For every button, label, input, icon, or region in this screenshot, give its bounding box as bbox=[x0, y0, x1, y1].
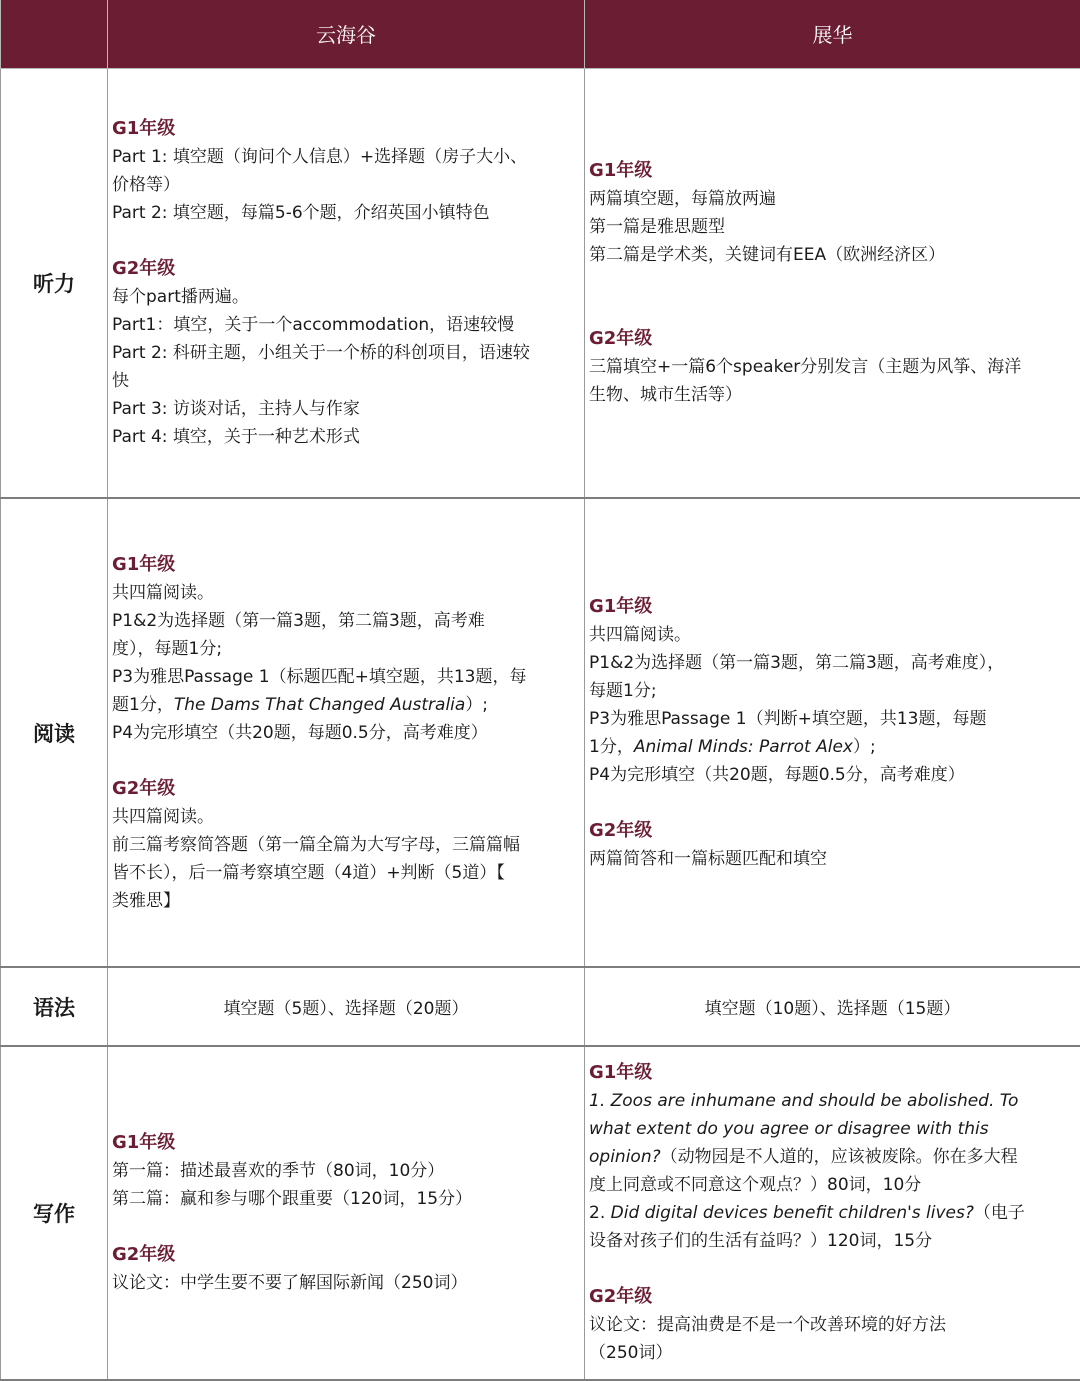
text-line: 第二篇是学术类，关键词有EEA（欧洲经济区） bbox=[589, 241, 1074, 269]
text-line: 价格等） bbox=[112, 171, 578, 199]
text-line: 设备对孩子们的生活有益吗？）120词，15分 bbox=[589, 1227, 1074, 1255]
grade-label: G1年级 bbox=[589, 157, 1074, 185]
text-line: 每题1分; bbox=[589, 677, 1074, 705]
text-line: 第一篇：描述最喜欢的季节（80词，10分） bbox=[112, 1157, 578, 1185]
text-line: 共四篇阅读。 bbox=[589, 621, 1074, 649]
listening-row bbox=[1, 68, 1080, 498]
grade-label: G2年级 bbox=[112, 1241, 578, 1269]
text-line: 三篇填空+一篇6个speaker分别发言（主题为风筝、海洋 bbox=[589, 353, 1074, 381]
text-fragment: 题1分， bbox=[112, 695, 174, 715]
grade-label: G2年级 bbox=[589, 1283, 1074, 1311]
reading-row bbox=[1, 498, 1080, 967]
row-label-listening: 听力 bbox=[1, 68, 108, 498]
text-line: Part 4: 填空，关于一种艺术形式 bbox=[112, 423, 578, 451]
text-line bbox=[589, 733, 1074, 761]
header-zhanhua: 展华 bbox=[585, 0, 1080, 68]
text-line: 类雅思】 bbox=[112, 887, 578, 915]
reading-zhanhua bbox=[585, 498, 1080, 967]
grade-label: G2年级 bbox=[112, 255, 578, 283]
text-fragment: 1分， bbox=[589, 737, 634, 757]
header-corner bbox=[1, 0, 108, 68]
text-line: 生物、城市生活等） bbox=[589, 381, 1074, 409]
text-line: P3为雅思Passage 1（标题匹配+填空题，共13题，每 bbox=[112, 663, 578, 691]
grammar-zhanhua: 填空题（10题）、选择题（15题） bbox=[585, 967, 1080, 1046]
grade-label: G1年级 bbox=[589, 593, 1074, 621]
text-line: 皆不长），后一篇考察填空题（4道）+判断（5道）【 bbox=[112, 859, 578, 887]
text-fragment: ）; bbox=[465, 695, 488, 715]
text-line: P4为完形填空（共20题，每题0.5分，高考难度） bbox=[112, 719, 578, 747]
row-label-writing: 写作 bbox=[1, 1046, 108, 1380]
text-line: Part1：填空，关于一个accommodation，语速较慢 bbox=[112, 311, 578, 339]
text-line: 快 bbox=[112, 367, 578, 395]
text-line: 两篇填空题，每篇放两遍 bbox=[589, 185, 1074, 213]
listening-yunhaigu bbox=[108, 68, 585, 498]
essay-prompt: 1. Zoos are inhumane and should be abolished. To bbox=[589, 1091, 1018, 1111]
row-label-reading: 阅读 bbox=[1, 498, 108, 967]
passage-title: The Dams That Changed Australia bbox=[174, 695, 465, 715]
text-fragment: 2. bbox=[589, 1203, 611, 1223]
text-line: P4为完形填空（共20题，每题0.5分，高考难度） bbox=[589, 761, 1074, 789]
header-yunhaigu: 云海谷 bbox=[108, 0, 585, 68]
text-line: 共四篇阅读。 bbox=[112, 803, 578, 831]
row-label-grammar: 语法 bbox=[1, 967, 108, 1046]
text-line: 共四篇阅读。 bbox=[112, 579, 578, 607]
essay-prompt: opinion? bbox=[589, 1147, 661, 1167]
grade-label: G2年级 bbox=[589, 325, 1074, 353]
essay-prompt: what extent do you agree or disagree with this bbox=[589, 1119, 989, 1139]
header-row bbox=[1, 0, 1080, 68]
text-line: （250词） bbox=[589, 1339, 1074, 1367]
text-fragment: ）; bbox=[853, 737, 876, 757]
writing-yunhaigu bbox=[108, 1046, 585, 1380]
text-line: Part 1: 填空题（询问个人信息）+选择题（房子大小、 bbox=[112, 143, 578, 171]
grammar-yunhaigu: 填空题（5题）、选择题（20题） bbox=[108, 967, 585, 1046]
text-line: 议论文：中学生要不要了解国际新闻（250词） bbox=[112, 1269, 578, 1297]
grammar-row bbox=[1, 967, 1080, 1046]
text-line bbox=[589, 1199, 1074, 1227]
grade-label: G1年级 bbox=[589, 1059, 1074, 1087]
writing-row bbox=[1, 1046, 1080, 1380]
text-line: Part 2: 科研主题，小组关于一个桥的科创项目，语速较 bbox=[112, 339, 578, 367]
text-line: 第二篇：赢和参与哪个跟重要（120词，15分） bbox=[112, 1185, 578, 1213]
grade-label: G1年级 bbox=[112, 115, 578, 143]
text-line: Part 3: 访谈对话，主持人与作家 bbox=[112, 395, 578, 423]
text-line bbox=[589, 1087, 1074, 1115]
grade-label: G2年级 bbox=[589, 817, 1074, 845]
grade-label: G1年级 bbox=[112, 551, 578, 579]
text-fragment: （动物园是不人道的，应该被废除。你在多大程 bbox=[661, 1147, 1018, 1167]
grade-label: G2年级 bbox=[112, 775, 578, 803]
text-line: 度），每题1分; bbox=[112, 635, 578, 663]
text-fragment: （电子 bbox=[974, 1203, 1025, 1223]
text-line: 议论文：提高油费是不是一个改善环境的好方法 bbox=[589, 1311, 1074, 1339]
text-line: 度上同意或不同意这个观点？）80词，10分 bbox=[589, 1171, 1074, 1199]
writing-zhanhua bbox=[585, 1046, 1080, 1380]
text-line bbox=[589, 1143, 1074, 1171]
text-line: 前三篇考察简答题（第一篇全篇为大写字母，三篇篇幅 bbox=[112, 831, 578, 859]
text-line: Part 2: 填空题，每篇5-6个题，介绍英国小镇特色 bbox=[112, 199, 578, 227]
text-line: P3为雅思Passage 1（判断+填空题，共13题，每题 bbox=[589, 705, 1074, 733]
text-line: 两篇简答和一篇标题匹配和填空 bbox=[589, 845, 1074, 873]
text-line: P1&2为选择题（第一篇3题，第二篇3题，高考难 bbox=[112, 607, 578, 635]
text-line bbox=[112, 691, 578, 719]
text-line bbox=[589, 1115, 1074, 1143]
text-line: 第一篇是雅思题型 bbox=[589, 213, 1074, 241]
grade-label: G1年级 bbox=[112, 1129, 578, 1157]
listening-zhanhua bbox=[585, 68, 1080, 498]
passage-title: Animal Minds: Parrot Alex bbox=[634, 737, 853, 757]
essay-prompt: Did digital devices benefit children's lives? bbox=[611, 1203, 974, 1223]
reading-yunhaigu bbox=[108, 498, 585, 967]
text-line: 每个part播两遍。 bbox=[112, 283, 578, 311]
text-line: P1&2为选择题（第一篇3题，第二篇3题，高考难度）， bbox=[589, 649, 1074, 677]
